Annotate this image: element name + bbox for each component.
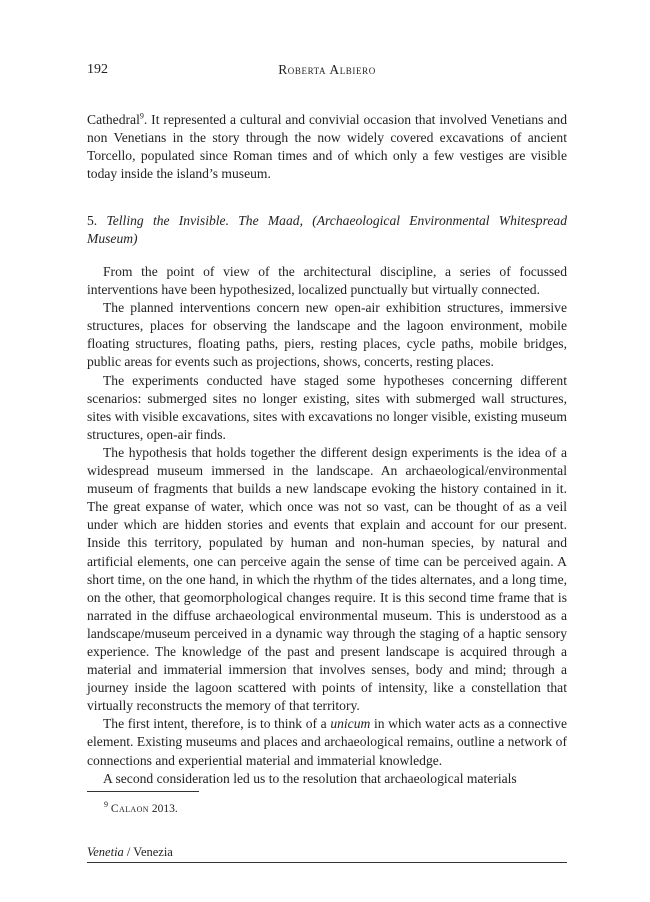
paragraph-unicum	[87, 715, 567, 769]
section-title: Telling the Invisible. The Maad, (Archaeological Environmental Whitespread Museum)	[87, 213, 567, 247]
intro-text-start: Cathedral	[87, 112, 140, 127]
footnote-number: 9	[104, 800, 108, 810]
intro-paragraph	[87, 111, 567, 183]
paragraph: The hypothesis that holds together the different design experiments is the idea of a widespread museum immersed in the landscape. An archaeological/environmental museum of fragments that builds a new landscape evoking the history contained in it. The great expanse of water, which once was not so vast, can be thought of as a veil under which are hidden stories and events that explain and account for our present. Inside this territory, populated by human and non-human species, by natural and artificial elements, one can perceive again the sense of time can be perceived again. A short time, on the one hand, in which the rhythm of the tides alternates, and a long time, on the other, that geomorphological changes require. It is this second time frame that is narrated in the diffuse archaeological environmental museum. This is understood as a landscape/museum perceived in a dynamic way through the staging of a haptic sensory experience. The knowledge of the past and present landscape is acquired through a material and immaterial immersion that involves senses, body and mind; through a journey inside the lagoon scattered with points of intensity, like a constellation that virtually reconstructs the memory of that territory.	[87, 444, 567, 714]
section-body	[87, 263, 567, 788]
page-footer	[87, 845, 567, 863]
footer-place: Venezia	[133, 845, 173, 859]
section-number: 5.	[87, 213, 98, 228]
footnote-ref[interactable]: 9	[139, 111, 144, 121]
intro-text-rest: . It represented a cultural and convivial occasion that involved Venetians and non Venetians in the story through the now widely covered excavations of ancient Torcello, populated since Roman times and of which only a few vestiges are visible today inside the island’s museum.	[87, 112, 567, 182]
paragraph-last: A second consideration led us to the resolution that archaeological materials	[103, 770, 517, 786]
page-number: 192	[87, 62, 108, 77]
footnote-author: Calaon	[110, 803, 149, 815]
paragraph: From the point of view of the architectural discipline, a series of focussed interventions have been hypothesized, localized punctually but virtually connected.	[87, 264, 567, 298]
page-header	[87, 62, 567, 82]
unicum-italic: unicum	[330, 716, 371, 732]
footer-separator: /	[123, 845, 134, 859]
paragraph: The experiments conducted have staged some hypotheses concerning different scenarios: submerged sites no longer existing, sites with submerged wall structures, sites with visible excavations, sites with excavations no longer visible, existing museum structures, open-air finds.	[87, 372, 567, 442]
running-head: Roberta Albiero	[278, 62, 376, 77]
footnote-year: 2013.	[151, 803, 178, 815]
footnote-divider	[87, 791, 199, 792]
footnote	[104, 800, 178, 815]
unicum-before: The first intent, therefore, is to think of a	[103, 716, 331, 732]
paragraph: The planned interventions concern new open-air exhibition structures, immersive structures, places for observing the landscape and the lagoon environment, mobile floating structures, floating paths, piers, resting places, cycle paths, mobile bridges, public areas for events such as projections, shows, concerts, resting places.	[87, 300, 567, 370]
section-heading	[87, 212, 567, 248]
unicum-after: in which water acts as a connective element. Existing museums and places and archaeological remains, outline a network of connections and experiential material and immaterial knowledge.	[87, 716, 567, 768]
footer-journal: Venetia	[87, 845, 124, 859]
